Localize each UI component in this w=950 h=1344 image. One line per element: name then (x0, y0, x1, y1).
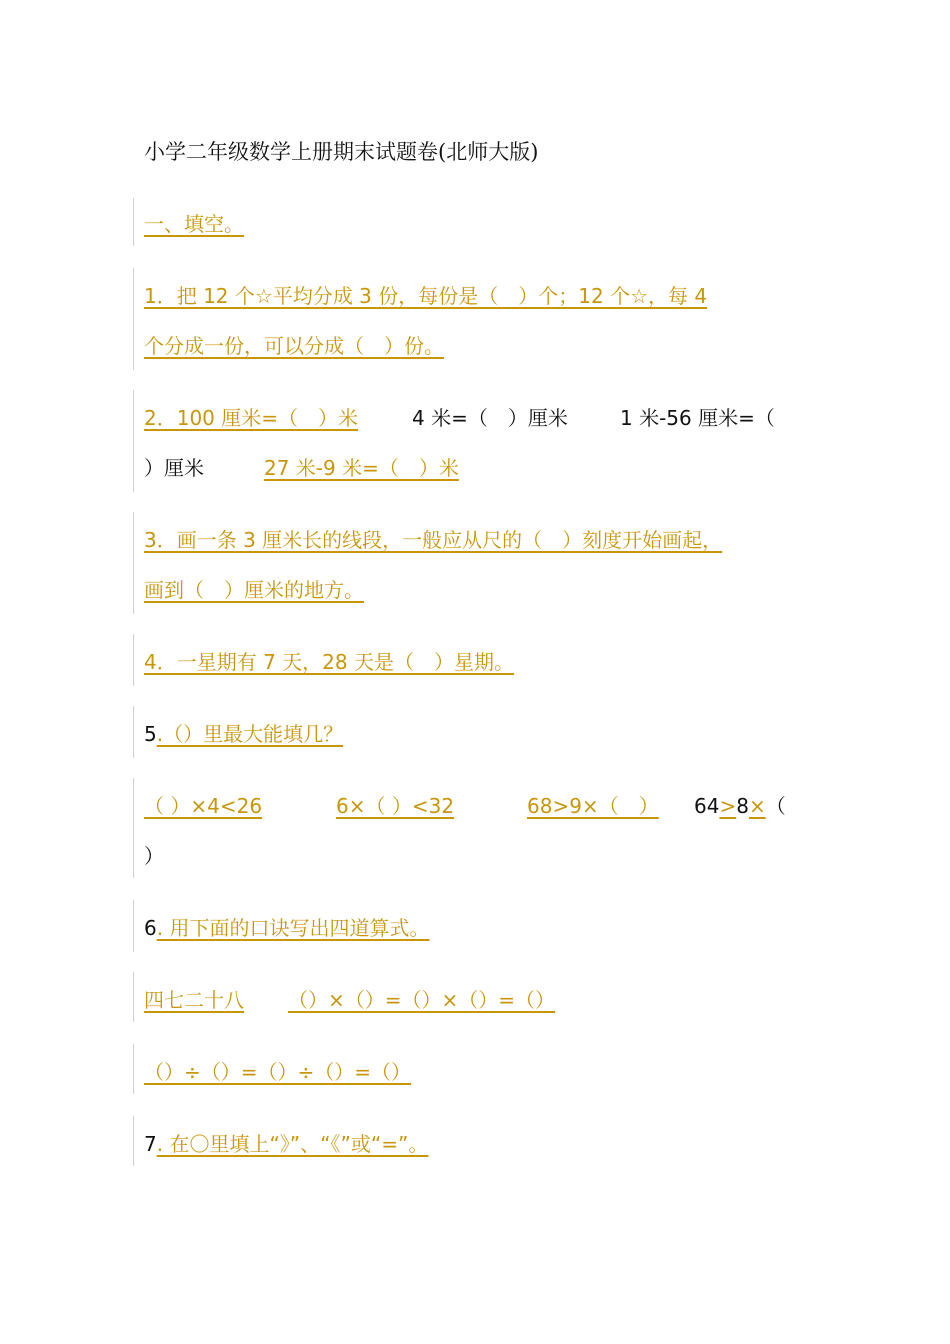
question-6-rhyme: 四七二十八 (144, 988, 244, 1012)
question-6 (144, 918, 429, 938)
question-5-text: .（）里最大能填几？ (156, 722, 344, 746)
question-5-expr-2: 6×（ ）<32 (336, 794, 455, 818)
margin-bar (133, 972, 134, 1022)
question-7-text: . 在〇里填上“》”、“《”或“=”。 (156, 1132, 429, 1156)
question-6-number: 6 (144, 916, 157, 940)
expr-4-part: （ (765, 794, 786, 818)
margin-bar (133, 1116, 134, 1166)
question-6-multiplication: （）×（）=（）×（）=（） (288, 988, 556, 1012)
question-2-part-a: 2．100 厘米=（ ）米 (144, 406, 359, 430)
margin-bar (133, 778, 134, 878)
question-7-number: 7 (144, 1132, 157, 1156)
question-2-part-c: 1 米-56 厘米=（ (620, 406, 775, 430)
margin-bar (133, 900, 134, 952)
question-6-division: （）÷（）=（）÷（）=（） (144, 1060, 412, 1084)
question-5-number: 5 (144, 722, 157, 746)
question-1-line-2: 个分成一份，可以分成（ ）份。 (144, 334, 444, 358)
margin-bar (133, 634, 134, 686)
margin-bar (133, 268, 134, 370)
margin-bar (133, 512, 134, 614)
document-title: 小学二年级数学上册期末试题卷(北师大版) (144, 140, 539, 164)
expr-4-part: × (748, 794, 766, 818)
margin-bar (133, 1044, 134, 1094)
margin-bar (133, 390, 134, 492)
question-5-expr-1: （ ）×4<26 (144, 794, 263, 818)
question-4: 4．一星期有 7 天，28 天是（ ）星期。 (144, 650, 514, 674)
question-5-expr-4-close: ） (144, 844, 164, 868)
expr-4-part: > (719, 794, 737, 818)
expr-4-part: 8 (736, 794, 749, 818)
section-heading: 一、填空。 (144, 212, 244, 236)
question-2-part-d: ）厘米 (144, 456, 204, 480)
margin-bar (133, 198, 134, 246)
question-2-part-e: 27 米-9 米=（ ）米 (264, 456, 459, 480)
question-7 (144, 1134, 428, 1154)
question-1-line-1: 1．把 12 个☆平均分成 3 份，每份是（ ）个；12 个☆，每 4 (144, 284, 708, 308)
margin-bar (133, 706, 134, 758)
question-5 (144, 724, 343, 744)
question-5-expr-4 (694, 796, 786, 816)
expr-4-part: 64 (694, 794, 720, 818)
question-3-line-1: 3．画一条 3 厘米长的线段，一般应从尺的（ ）刻度开始画起， (144, 528, 723, 552)
question-6-text: . 用下面的口诀写出四道算式。 (156, 916, 430, 940)
question-5-expr-3: 68>9×（ ） (527, 794, 659, 818)
question-2-part-b: 4 米=（ ）厘米 (412, 406, 568, 430)
question-3-line-2: 画到（ ）厘米的地方。 (144, 578, 364, 602)
